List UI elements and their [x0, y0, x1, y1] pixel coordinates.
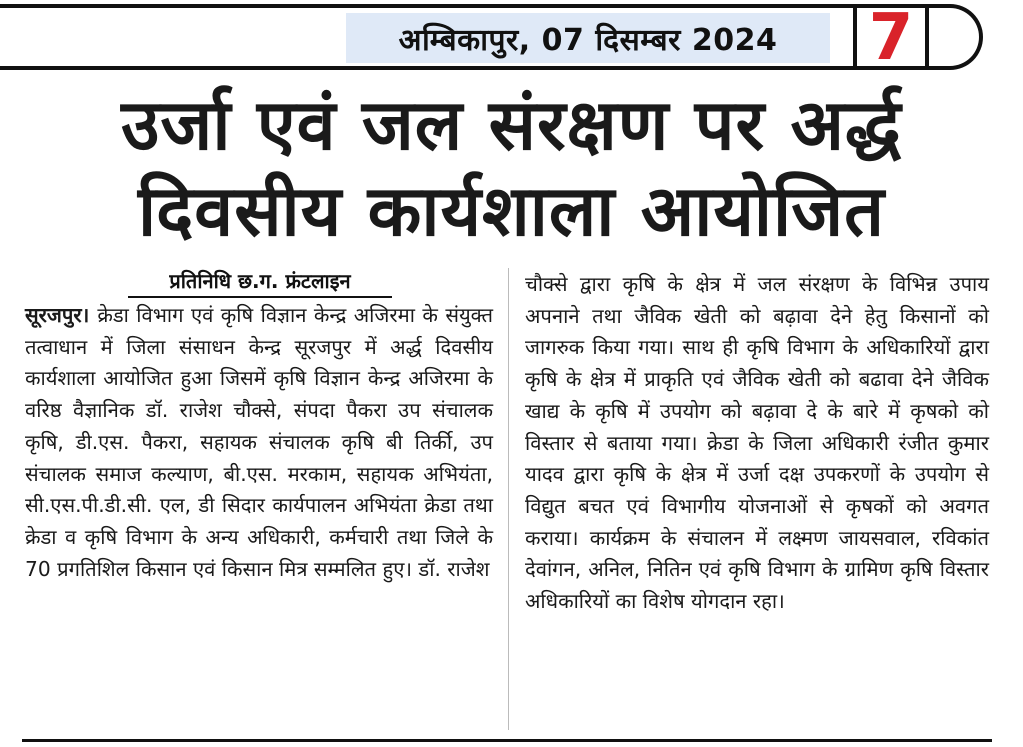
page-number: 7 — [868, 1, 914, 75]
column-divider — [508, 268, 509, 730]
article-column-1 — [25, 300, 493, 585]
column-2-text: चौक्से द्वारा कृषि के क्षेत्र में जल संरक्षण के विभिन्न उपाय अपनाने तथा जैविक खेती को बढ़ावा देने हेतु किसानों को जागरुक किया गया। साथ ही कृषि विभाग के अधिकारियों द्वारा कृषि के क्षेत्र में प्राकृति एवं जैविक खेती को बढावा देने जैविक खाद्य के कृषि में उपयोग को बढ़ावा दे के बारे में कृषको को विस्तार से बताया गया। क्रेडा के जिला अधिकारी रंजीत कुमार यादव द्वारा कृषि के क्षेत्र में उर्जा दक्ष उपकरणों के उपयोग से विद्युत बचत एवं विभागीय योजनाओं से कृषकों को अवगत कराया। कार्यक्रम के संचालन में लक्ष्मण जायसवाल, रविकांत देवांगन, अनिल, नितिन एवं कृषि विभाग के ग्रामिण कृषि विस्तार अधिकारियों का विशेष योगदान रहा। — [525, 272, 989, 614]
headline-line-1: उर्जा एवं जल संरक्षण पर अर्द्ध — [121, 84, 902, 166]
dateline: सूरजपुर। — [25, 303, 98, 327]
edition-date: अम्बिकापुर, 07 दिसम्बर 2024 — [346, 13, 830, 63]
column-1-text: क्रेडा विभाग एवं कृषि विज्ञान केन्द्र अजिरमा के संयुक्त तत्वाधान में जिला संसाधन केन्द्र सूरजपुर में अर्द्ध दिवसीय कार्यशाला आयोजित हुआ जिसमें कृषि विज्ञान केन्द्र अजिरमा के वरिष्ठ वैज्ञानिक डॉ. राजेश चौक्से, संपदा पैकरा उप संचालक कृषि, डी.एस. पैकरा, सहायक संचालक कृषि बी तिर्की, उप संचालक समाज कल्याण, बी.एस. मरकाम, सहायक अभियंता, सी.एस.पी.डी.सी. एल, डी सिदार कार्यपालन अभियंता क्रेडा तथा क्रेडा व कृषि विभाग के अन्य अधिकारी, कर्मचारी तथा जिले के 70 प्रगतिशिल किसान एवं किसान मित्र सम्मलित हुए। डॉ. राजेश — [25, 303, 493, 581]
bottom-rule — [22, 739, 992, 747]
page-number-box — [853, 1, 929, 75]
article-headline — [0, 82, 1023, 254]
byline: प्रतिनिधि छ.ग. फ्रंटलाइन — [128, 266, 392, 298]
article-column-2 — [525, 269, 989, 618]
headline-line-2: दिवसीय कार्यशाला आयोजित — [137, 170, 886, 252]
